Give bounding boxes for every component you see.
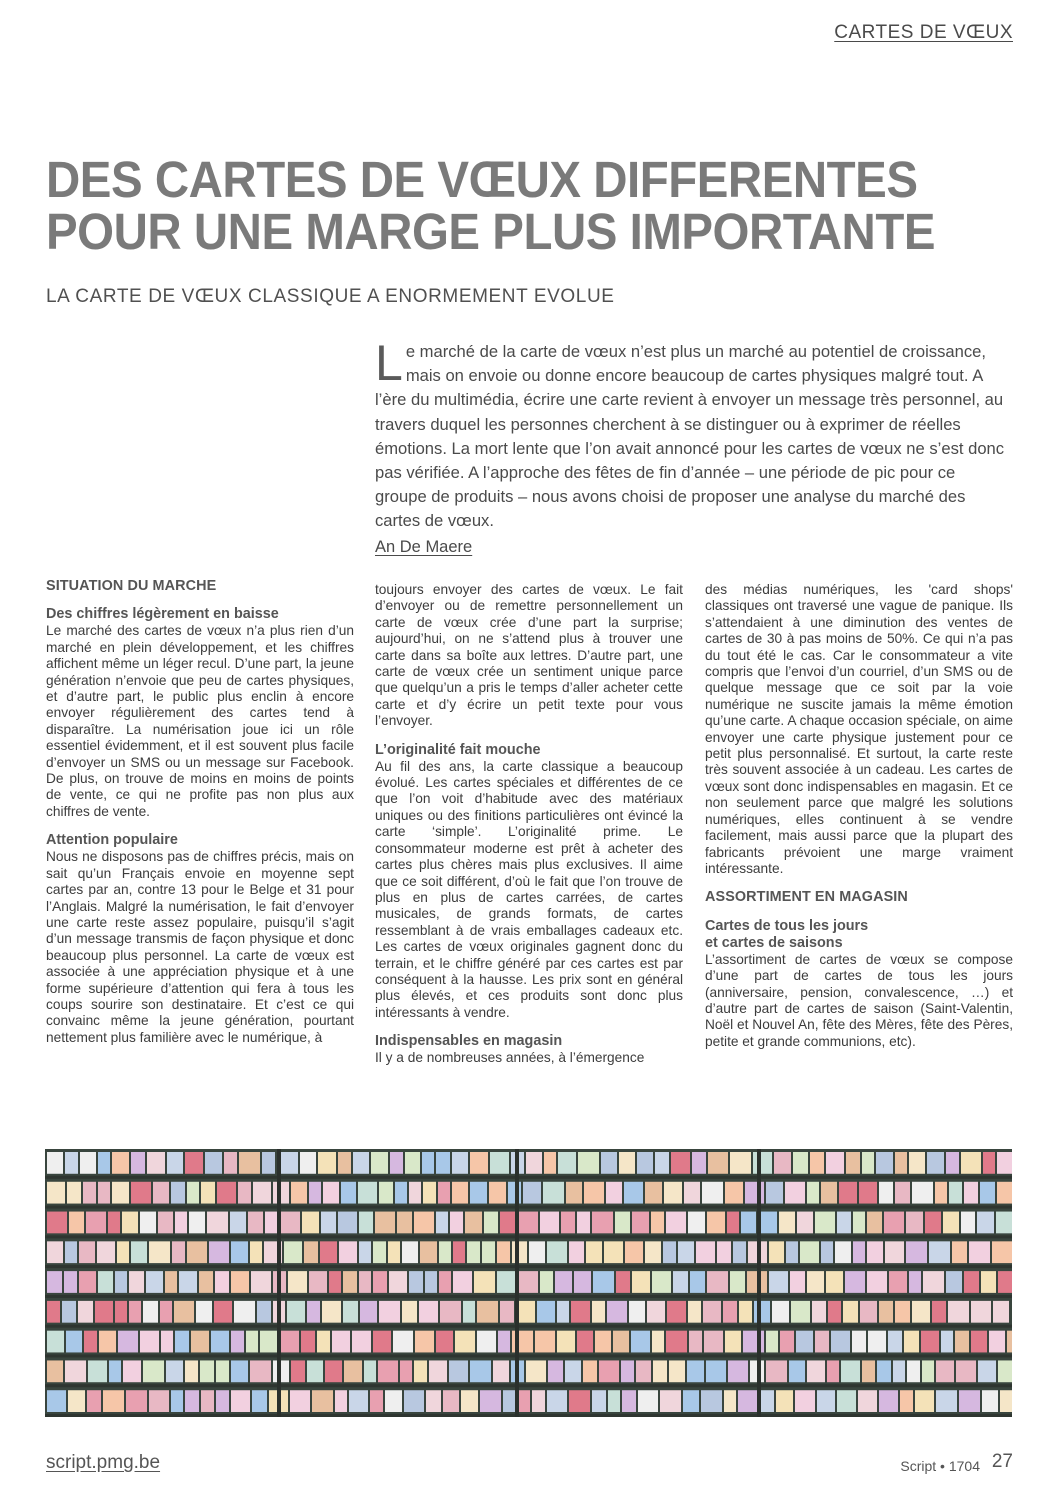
- author-byline[interactable]: An De Maere: [375, 538, 473, 556]
- subheading-attention: Attention populaire: [46, 832, 178, 849]
- paragraph-attention: Nous ne disposons pas de chiffres précis, mais on sait qu’un Français envoie en moyenne sept cartes par an, contre 13 pour le Belge et 31 pour l’Anglais. Malgré la numérisation, le fait d’envoyer une carte reste assez populaire, puisqu’il s’agit d’un message transmis de façon physique et donc beaucoup plus personnel. La carte de vœux est associée à une appréciation physique et à une forme supérieure d’attention qui fera à tous les coups sourire son destinataire. Et c’est ce qui convainc même la jeune génération, pourtant nettement plus familière avec le numérique, à: [46, 849, 354, 1045]
- page-title-line-2: POUR UNE MARGE PLUS IMPORTANTE: [46, 203, 936, 260]
- section-heading-assortment: ASSORTIMENT EN MAGASIN: [705, 889, 908, 906]
- intro-text: e marché de la carte de vœux n’est plus un marché au potentiel de croissance, mais on envoie ou donne encore beaucoup de cartes physiques malgré tout. A l’ère du multimédia, écrire une carte revient à envoyer un message très personnel, au travers duquel les personnes cherchent à se distinguer ou à exprimer de réelles émotions. La mort lente que l’on avait annoncé pour les cartes de vœux ne s’est donc pas vérifiée. A l’approche des fêtes de fin d’année – une période de pic pour ce groupe de produits – nous avons choisi de proposer une analyse du marché des cartes de vœux.: [375, 342, 1005, 531]
- page-number: 27: [991, 1451, 1013, 1472]
- subheading-originality: L’originalité fait mouche: [375, 741, 541, 758]
- publication-label: Script • 1704: [900, 1458, 980, 1474]
- card-rack-illustration: [45, 1149, 1012, 1417]
- section-tag: CARTES DE VŒUX: [834, 22, 1013, 43]
- website-link[interactable]: script.pmg.be: [46, 1452, 161, 1473]
- paragraph-assortment: L’assortiment de cartes de vœux se compose d’une part de cartes de tous les jours (anniversaire, pension, convalescence, …) et d’autre part de cartes de saison (Saint-Valentin, Noël et Nouvel An, fête des Mères, fête des Pères, petite et grande communions, etc).: [705, 951, 1013, 1049]
- subheading-indispensable: Indispensables en magasin: [375, 1033, 563, 1050]
- article-column-2: [375, 582, 683, 1079]
- paragraph-originality: Au fil des ans, la carte classique a beaucoup évolué. Les cartes spéciales et différentes de ce que l’on voit d’habitude avec des matériaux uniques ou des finitions particulières ont évincé la carte ‘simple’. L’originalité prime. Le consommateur moderne est prêt à acheter des cartes plus chères mais plus exclusives. Il aime que ce soit différent, d’où le fait que l’on trouve de plus en plus de cartes carrées, de cartes musicales, de grands formats, de cartes ressemblant à de vrais emballages cadeaux etc. Les cartes de vœux originales gagnent donc du terrain, et le chiffre généré par ces cartes est par conséquent à la hausse. Les prix sont en général plus élevés, et ces produits sont donc plus intéressants à vendre.: [375, 758, 683, 1020]
- intro-paragraph: [375, 335, 1007, 534]
- card-display-rack-photo: [45, 1149, 1012, 1417]
- subheading-figures: Des chiffres légèrement en baisse: [46, 606, 279, 623]
- subheading-everyday-line-1: Cartes de tous les jours: [705, 917, 869, 934]
- page-subtitle: LA CARTE DE VŒUX CLASSIQUE A ENORMEMENT EVOLUE: [46, 286, 615, 307]
- article-column-1: [46, 578, 354, 1058]
- paragraph-indispensable: Il y a de nombreuses années, à l’émergence: [375, 1050, 645, 1066]
- section-heading-market: SITUATION DU MARCHE: [46, 578, 217, 594]
- paragraph-card-shops: des médias numériques, les 'card shops' classiques ont traversé une vague de panique. Ils s’attendaient à une diminution des ventes de cartes de 30 à pas moins de 50%. Ce qui n’a pas du tout été le cas. Car le consommateur a vite compris que l’envoi d’un courriel, d’un SMS ou de quelque message que ce soit par la voie numérique ne suscite jamais la même émotion qu’une carte. A chaque occasion spéciale, on aime envoyer une carte physique justement pour ce petit plus personnalisé. Et surtout, la carte reste très souvent associée à un cadeau. Les cartes de vœux sont donc indispensables en magasin. Et ce non seulement parce que malgré les solutions numériques, elles continuent à se vendre facilement, mais aussi parce que la plupart des fabricants prévoient une marge vraiment intéressante.: [705, 582, 1013, 876]
- page-title-line-1: DES CARTES DE VŒUX DIFFERENTES: [46, 151, 918, 208]
- subheading-everyday-line-2: et cartes de saisons: [705, 934, 843, 951]
- subheading-everyday-cards: [705, 918, 1013, 952]
- article-column-3: [705, 582, 1013, 1062]
- page-title: [46, 151, 939, 260]
- paragraph-figures: Le marché des cartes de vœux n’a plus rien d’un marché en plein développement, et les chiffres affichent même un léger recul. D’une part, la jeune génération n’envoie que peu de cartes physiques, et d’autre part, le public plus enclin à encore envoyer régulièrement des cartes tend à disparaître. La numérisation joue ici un rôle essentiel évidemment, et il est souvent plus facile d’envoyer un SMS ou un message sur Facebook. De plus, on trouve de moins en moins de points de vente, ce qui ne profite pas non plus aux chiffres de vente.: [46, 623, 354, 819]
- drop-cap: L: [375, 335, 403, 391]
- paragraph-continuation: toujours envoyer des cartes de vœux. Le fait d’envoyer ou de remettre personnellement un carte de vœux crée d’une part la surprise; aujourd’hui, on ne s’attend plus à trouver une carte dans sa boîte aux lettres. D’autre part, une carte de vœux crée un sentiment unique parce que quelqu’un a pris le temps d’aller acheter cette carte et d’y écrire un petit texte pour vous l’envoyer.: [375, 582, 683, 729]
